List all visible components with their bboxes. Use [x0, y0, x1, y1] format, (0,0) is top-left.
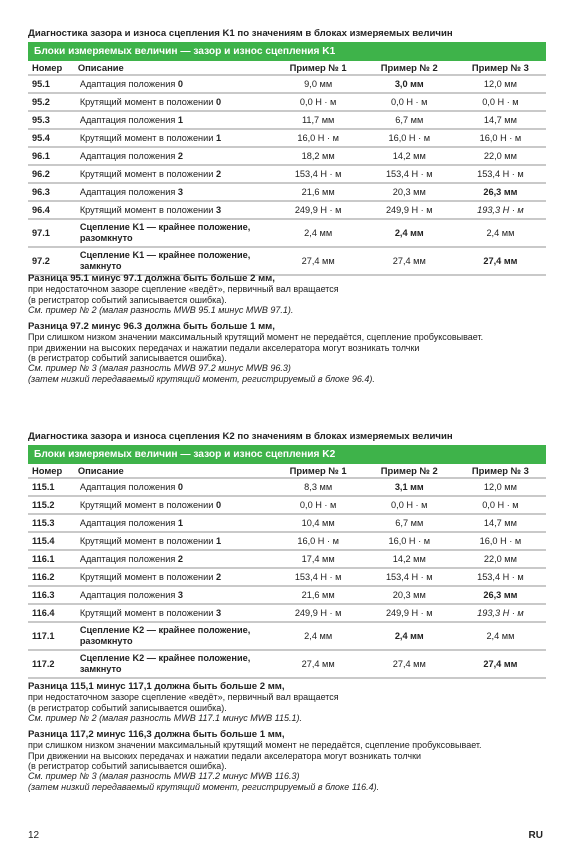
description-text: Адаптация положения	[79, 481, 178, 492]
value-example-2: 20,3 мм	[364, 183, 455, 201]
value-example-1: 27,4 мм	[273, 650, 364, 678]
value-example-1: 11,7 мм	[273, 111, 364, 129]
table-caption-bar: Блоки измеряемых величин — зазор и износ сцепления K2	[28, 445, 546, 464]
row-number: 116.2	[28, 568, 74, 586]
value-example-3: 14,7 мм	[455, 111, 546, 129]
value-example-2: 27,4 мм	[364, 650, 455, 678]
col-header-example-1: Пример № 1	[273, 464, 364, 478]
value-example-1: 8,3 мм	[273, 478, 364, 496]
position-index: 3	[177, 589, 183, 600]
position-index: 0	[215, 499, 222, 510]
table-row	[28, 247, 546, 275]
table-body	[28, 478, 546, 678]
table-row	[28, 604, 546, 622]
value-example-3: 193,3 Н · м	[455, 201, 546, 219]
table-row	[28, 183, 546, 201]
value-example-3: 16,0 Н · м	[455, 129, 546, 147]
note-example: (затем низкий передаваемый крутящий момент, регистрируемый в блоке 116.4).	[28, 781, 380, 792]
description-text: Сцепление K2 — крайнее положение, замкнуто	[79, 653, 251, 674]
note-wear	[28, 322, 558, 384]
table-row	[28, 586, 546, 604]
description-text: Крутящий момент в положении	[79, 607, 216, 618]
table-row	[28, 568, 546, 586]
value-example-1: 16,0 Н · м	[273, 129, 364, 147]
col-header-description: Описание	[74, 61, 273, 75]
value-example-1: 249,9 Н · м	[273, 201, 364, 219]
row-number: 117.1	[28, 622, 74, 650]
value-example-2: 2,4 мм	[364, 219, 455, 247]
value-example-1: 0,0 Н · м	[273, 93, 364, 111]
row-number: 96.2	[28, 165, 74, 183]
note-line: При движении на высоких передачах и нажатии педали акселератора могут возникать толчки	[28, 750, 422, 761]
value-example-1: 249,9 Н · м	[273, 604, 364, 622]
note-example: См. пример № 3 (малая разность MWB 97.2 минус MWB 96.3)	[28, 363, 291, 374]
note-title: Разница 97.2 минус 96.3 должна быть больше 1 мм,	[28, 321, 275, 333]
value-example-1: 21,6 мм	[273, 183, 364, 201]
row-number: 115.3	[28, 514, 74, 532]
row-number: 116.3	[28, 586, 74, 604]
row-number: 95.3	[28, 111, 74, 129]
value-example-2: 14,2 мм	[364, 147, 455, 165]
note-example: См. пример № 2 (малая разность MWB 95.1 минус MWB 97.1).	[28, 304, 294, 315]
value-example-3: 193,3 Н · м	[455, 604, 546, 622]
row-description	[74, 586, 273, 604]
position-index: 1	[177, 114, 183, 125]
value-example-3: 22,0 мм	[455, 147, 546, 165]
col-header-example-2: Пример № 2	[364, 61, 455, 75]
value-example-1: 153,4 Н · м	[273, 165, 364, 183]
description-text: Крутящий момент в положении	[79, 96, 216, 107]
value-example-3: 27,4 мм	[455, 247, 546, 275]
position-index: 1	[215, 132, 222, 143]
position-index: 3	[215, 607, 222, 618]
description-text: Адаптация положения	[79, 78, 178, 89]
table-row	[28, 93, 546, 111]
row-number: 96.3	[28, 183, 74, 201]
value-example-2: 153,4 Н · м	[364, 165, 455, 183]
col-header-example-3: Пример № 3	[455, 464, 546, 478]
description-text: Сцепление K1 — крайнее положение, разомкнуто	[79, 222, 251, 243]
table-header-row	[28, 464, 546, 478]
position-index: 0	[177, 78, 183, 89]
value-example-3: 22,0 мм	[455, 550, 546, 568]
row-description	[74, 496, 273, 514]
value-example-3: 12,0 мм	[455, 478, 546, 496]
row-description	[74, 93, 273, 111]
table-row	[28, 219, 546, 247]
value-example-2: 249,9 Н · м	[364, 604, 455, 622]
note-line: (в регистратор событий записывается ошибка).	[28, 353, 227, 364]
value-example-3: 14,7 мм	[455, 514, 546, 532]
row-description	[74, 514, 273, 532]
row-number: 95.2	[28, 93, 74, 111]
page-number: 12	[28, 830, 40, 841]
value-example-3: 0,0 Н · м	[455, 496, 546, 514]
row-number: 96.4	[28, 201, 74, 219]
row-description	[74, 550, 273, 568]
position-index: 3	[215, 204, 222, 215]
value-example-2: 2,4 мм	[364, 622, 455, 650]
description-text: Адаптация положения	[79, 114, 178, 125]
description-text: Крутящий момент в положении	[79, 204, 216, 215]
col-header-description: Описание	[74, 464, 273, 478]
note-line: (в регистратор событий записывается ошибка).	[28, 761, 227, 772]
value-example-3: 26,3 мм	[455, 183, 546, 201]
value-example-2: 14,2 мм	[364, 550, 455, 568]
value-example-2: 249,9 Н · м	[364, 201, 455, 219]
row-description	[74, 75, 273, 93]
note-example: (затем низкий передаваемый крутящий момент, регистрируемый в блоке 96.4).	[28, 373, 375, 384]
notes-k2	[28, 682, 558, 792]
col-header-number: Номер	[28, 464, 74, 478]
value-example-3: 0,0 Н · м	[455, 93, 546, 111]
note-line: При слишком низком значении максимальный крутящий момент не передаётся, сцепление пробуксовывает.	[28, 332, 484, 343]
table-row	[28, 622, 546, 650]
description-text: Адаптация положения	[79, 186, 178, 197]
table-row	[28, 165, 546, 183]
note-line: при недостаточном зазоре сцепление «ведёт», первичный вал вращается	[28, 284, 339, 295]
note-title: Разница 117,2 минус 116,3 должна быть больше 1 мм,	[28, 729, 285, 741]
description-text: Сцепление K2 — крайнее положение, разомкнуто	[79, 625, 251, 646]
value-example-3: 2,4 мм	[455, 219, 546, 247]
row-description	[74, 201, 273, 219]
note-title: Разница 115,1 минус 117,1 должна быть больше 2 мм,	[28, 681, 285, 692]
row-number: 116.4	[28, 604, 74, 622]
row-description	[74, 165, 273, 183]
row-number: 115.2	[28, 496, 74, 514]
note-line: при движении на высоких передачах и нажатии педали акселератора могут возникать толчки	[28, 342, 420, 353]
col-header-example-1: Пример № 1	[273, 61, 364, 75]
table-row	[28, 111, 546, 129]
value-example-3: 16,0 Н · м	[455, 532, 546, 550]
value-example-1: 0,0 Н · м	[273, 496, 364, 514]
note-example: См. пример № 3 (малая разность MWB 117.2 минус MWB 116.3)	[28, 771, 300, 782]
position-index: 2	[177, 150, 183, 161]
row-description	[74, 478, 273, 496]
position-index: 0	[177, 481, 183, 492]
row-description	[74, 219, 273, 247]
row-number: 95.1	[28, 75, 74, 93]
language-code: RU	[528, 830, 543, 841]
value-example-2: 6,7 мм	[364, 111, 455, 129]
value-example-1: 2,4 мм	[273, 622, 364, 650]
description-text: Крутящий момент в положении	[79, 168, 216, 179]
row-number: 95.4	[28, 129, 74, 147]
note-gap	[28, 274, 558, 315]
notes-k1	[28, 274, 558, 384]
row-description	[74, 111, 273, 129]
value-example-1: 18,2 мм	[273, 147, 364, 165]
row-description	[74, 147, 273, 165]
row-description	[74, 604, 273, 622]
description-text: Крутящий момент в положении	[79, 499, 216, 510]
description-text: Крутящий момент в положении	[79, 571, 216, 582]
position-index: 0	[215, 96, 222, 107]
value-example-3: 12,0 мм	[455, 75, 546, 93]
row-description	[74, 247, 273, 275]
value-example-2: 20,3 мм	[364, 586, 455, 604]
row-description	[74, 183, 273, 201]
value-example-3: 153,4 Н · м	[455, 568, 546, 586]
table-body	[28, 75, 546, 275]
note-line: (в регистратор событий записывается ошибка).	[28, 294, 227, 305]
note-gap	[28, 682, 558, 723]
row-number: 96.1	[28, 147, 74, 165]
description-text: Сцепление K1 — крайнее положение, замкнуто	[79, 250, 251, 271]
value-example-1: 2,4 мм	[273, 219, 364, 247]
row-number: 115.1	[28, 478, 74, 496]
note-example: См. пример № 2 (малая разность MWB 117.1 минус MWB 115.1).	[28, 712, 303, 723]
value-example-1: 21,6 мм	[273, 586, 364, 604]
position-index: 3	[177, 186, 183, 197]
position-index: 2	[215, 168, 222, 179]
description-text: Адаптация положения	[79, 150, 178, 161]
value-example-2: 6,7 мм	[364, 514, 455, 532]
table-row	[28, 201, 546, 219]
row-description	[74, 568, 273, 586]
value-example-2: 16,0 Н · м	[364, 532, 455, 550]
table-row	[28, 129, 546, 147]
value-example-1: 9,0 мм	[273, 75, 364, 93]
table-row	[28, 650, 546, 678]
section-title: Диагностика зазора и износа сцепления K1 по значениям в блоках измеряемых величин	[28, 28, 453, 39]
table-row	[28, 478, 546, 496]
value-example-2: 27,4 мм	[364, 247, 455, 275]
value-example-1: 16,0 Н · м	[273, 532, 364, 550]
value-example-2: 3,0 мм	[364, 75, 455, 93]
value-example-1: 17,4 мм	[273, 550, 364, 568]
value-example-1: 27,4 мм	[273, 247, 364, 275]
position-index: 1	[177, 517, 183, 528]
measurement-table	[28, 61, 546, 276]
section-k2	[28, 431, 546, 679]
row-description	[74, 129, 273, 147]
description-text: Адаптация положения	[79, 589, 178, 600]
position-index: 2	[177, 553, 183, 564]
row-number: 117.2	[28, 650, 74, 678]
table-row	[28, 514, 546, 532]
row-description	[74, 622, 273, 650]
value-example-2: 0,0 Н · м	[364, 93, 455, 111]
note-line: (в регистратор событий записывается ошибка).	[28, 702, 227, 713]
table-row	[28, 496, 546, 514]
table-row	[28, 75, 546, 93]
row-number: 97.2	[28, 247, 74, 275]
col-header-number: Номер	[28, 61, 74, 75]
value-example-2: 153,4 Н · м	[364, 568, 455, 586]
note-title: Разница 95.1 минус 97.1 должна быть больше 2 мм,	[28, 273, 275, 284]
description-text: Крутящий момент в положении	[79, 535, 216, 546]
description-text: Адаптация положения	[79, 517, 178, 528]
value-example-2: 16,0 Н · м	[364, 129, 455, 147]
table-caption-bar: Блоки измеряемых величин — зазор и износ сцепления K1	[28, 42, 546, 61]
row-description	[74, 532, 273, 550]
value-example-3: 153,4 Н · м	[455, 165, 546, 183]
measurement-table	[28, 464, 546, 679]
value-example-2: 3,1 мм	[364, 478, 455, 496]
row-number: 97.1	[28, 219, 74, 247]
note-line: при недостаточном зазоре сцепление «ведёт», первичный вал вращается	[28, 692, 339, 703]
description-text: Крутящий момент в положении	[79, 132, 216, 143]
table-header-row	[28, 61, 546, 75]
value-example-3: 2,4 мм	[455, 622, 546, 650]
value-example-1: 10,4 мм	[273, 514, 364, 532]
table-row	[28, 550, 546, 568]
value-example-3: 26,3 мм	[455, 586, 546, 604]
description-text: Адаптация положения	[79, 553, 178, 564]
row-number: 115.4	[28, 532, 74, 550]
position-index: 1	[215, 535, 222, 546]
col-header-example-3: Пример № 3	[455, 61, 546, 75]
value-example-3: 27,4 мм	[455, 650, 546, 678]
table-row	[28, 147, 546, 165]
table-row	[28, 532, 546, 550]
section-title: Диагностика зазора и износа сцепления K2 по значениям в блоках измеряемых величин	[28, 431, 453, 442]
row-description	[74, 650, 273, 678]
note-wear	[28, 730, 558, 792]
row-number: 116.1	[28, 550, 74, 568]
value-example-1: 153,4 Н · м	[273, 568, 364, 586]
value-example-2: 0,0 Н · м	[364, 496, 455, 514]
note-line: при слишком низком значении максимальный крутящий момент не передаётся, сцепление пробуксовывает.	[28, 740, 482, 751]
col-header-example-2: Пример № 2	[364, 464, 455, 478]
section-k1	[28, 28, 546, 276]
position-index: 2	[215, 571, 222, 582]
